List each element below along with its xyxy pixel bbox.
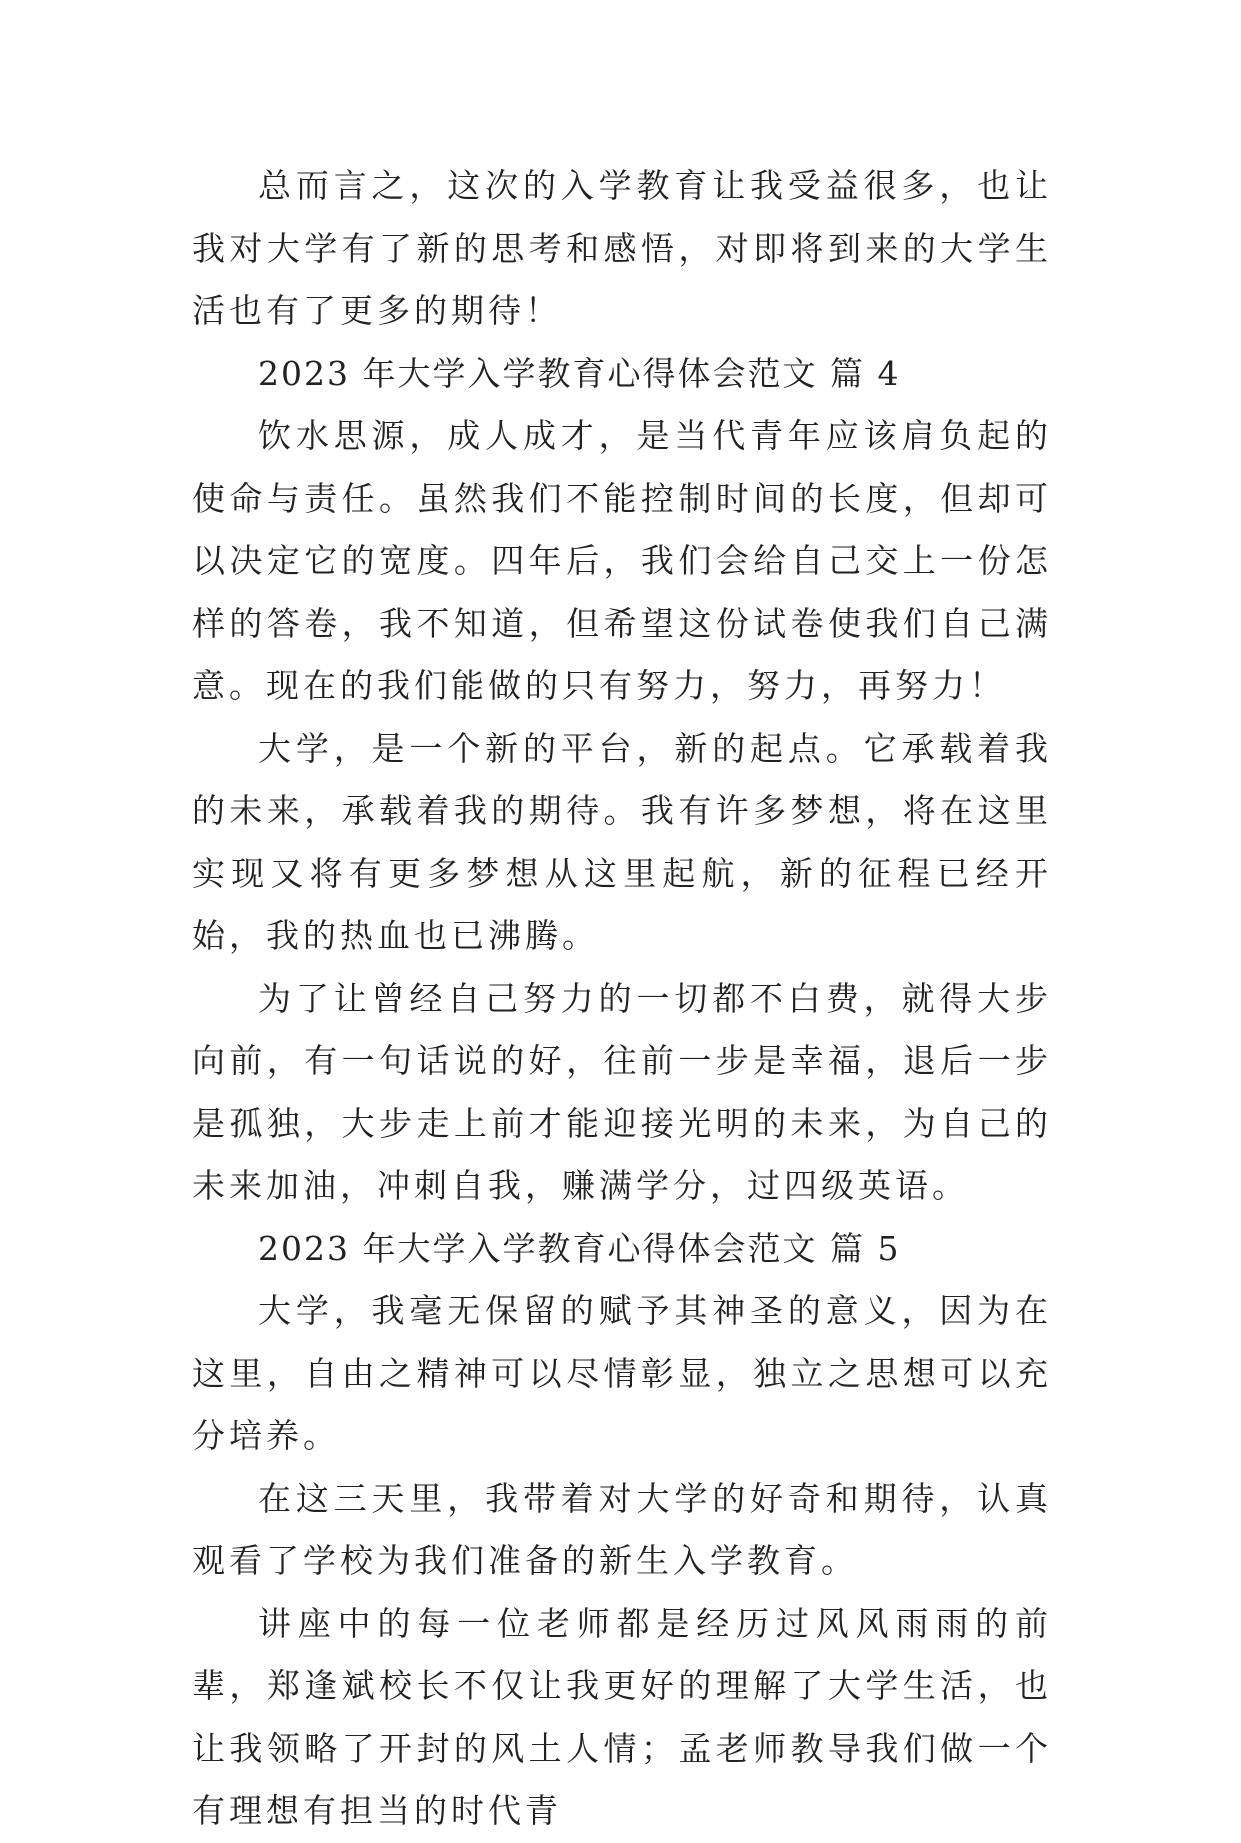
paragraph: 为了让曾经自己努力的一切都不白费，就得大步向前，有一句话说的好，往前一步是幸福，退后一步是孤独，大步走上前才能迎接光明的未来，为自己的未来加油，冲刺自我，赚满学分，过四级英语。 — [192, 978, 1052, 1205]
document-body — [192, 155, 1052, 1843]
paragraph: 讲座中的每一位老师都是经历过风风雨雨的前辈，郑逢斌校长不仅让我更好的理解了大学生活，也让我领略了开封的风土人情；孟老师教导我们做一个有理想有担当的时代青 — [192, 1603, 1052, 1830]
paragraph: 大学，是一个新的平台，新的起点。它承载着我的未来，承载着我的期待。我有许多梦想，将在这里实现又将有更多梦想从这里起航，新的征程已经开始，我的热血也已沸腾。 — [192, 728, 1052, 955]
paragraph: 总而言之，这次的入学教育让我受益很多，也让我对大学有了新的思考和感悟，对即将到来的大学生活也有了更多的期待！ — [192, 166, 1052, 330]
section-heading: 2023 年大学入学教育心得体会范文 篇 5 — [258, 1228, 901, 1268]
paragraph: 在这三天里，我带着对大学的好奇和期待，认真观看了学校为我们准备的新生入学教育。 — [192, 1478, 1052, 1580]
paragraph: 大学，我毫无保留的赋予其神圣的意义，因为在这里，自由之精神可以尽情彰显，独立之思想可以充分培养。 — [192, 1291, 1052, 1455]
section-heading: 2023 年大学入学教育心得体会范文 篇 4 — [258, 353, 901, 393]
paragraph: 饮水思源，成人成才，是当代青年应该肩负起的使命与责任。虽然我们不能控制时间的长度，但却可以决定它的宽度。四年后，我们会给自己交上一份怎样的答卷，我不知道，但希望这份试卷使我们自己满意。现在的我们能做的只有努力，努力，再努力！ — [192, 416, 1052, 705]
